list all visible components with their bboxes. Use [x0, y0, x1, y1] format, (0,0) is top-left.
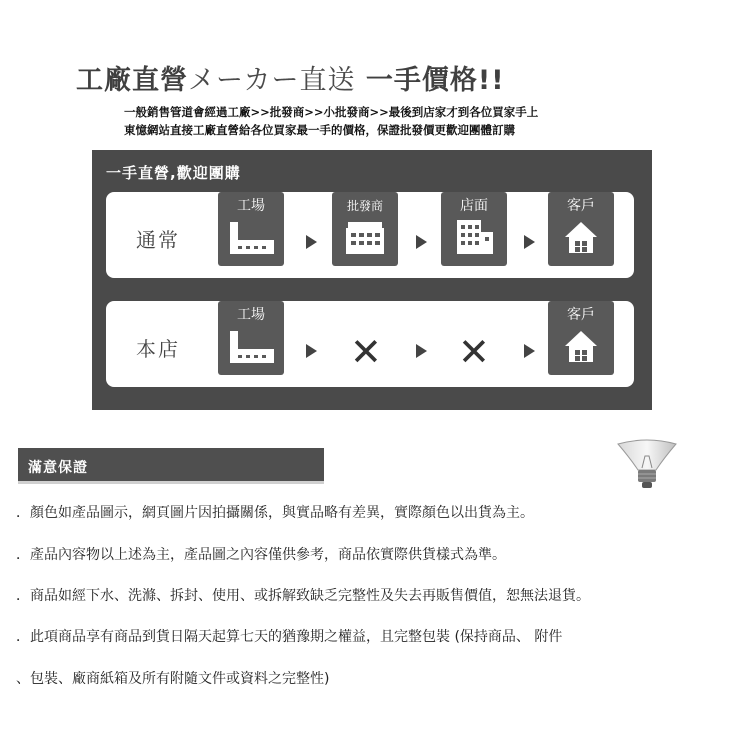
note-item: ．此項商品享有商品到貨日隔天起算七天的猶豫期之權益，且完整包裝 (保持商品、 附件 — [16, 629, 563, 645]
cross-icon: ✕ — [458, 330, 490, 374]
arrow-icon — [524, 344, 535, 358]
headline-tail: 一手價格!! — [365, 65, 505, 96]
arrow-icon — [306, 235, 317, 249]
arrow-icon — [306, 344, 317, 358]
note-item: ．產品內容物以上述為主，產品圖之內容僅供參考，商品依實際供貨樣式為準。 — [16, 547, 506, 563]
building-icon — [441, 216, 507, 262]
factory-icon — [218, 325, 284, 371]
step-wholesaler — [332, 192, 398, 266]
warehouse-icon — [332, 216, 398, 262]
step-customer — [548, 192, 614, 266]
guarantee-title: 滿意保證 — [28, 460, 88, 476]
row-label: 通常 — [136, 228, 180, 252]
cross-icon: ✕ — [350, 330, 382, 374]
arrow-icon — [524, 235, 535, 249]
flow-row-usual — [106, 192, 634, 278]
house-icon — [548, 325, 614, 371]
step-factory — [218, 192, 284, 266]
note-item: 、包裝、廠商紙箱及所有附隨文件或資料之完整性) — [16, 671, 330, 687]
step-label: 客戶 — [567, 307, 595, 323]
headline — [76, 58, 676, 98]
flow-row-our-store — [106, 301, 634, 387]
panel-title: 一手直營,歡迎團購 — [106, 164, 241, 182]
arrow-icon — [416, 344, 427, 358]
headline-main: 工廠直營 — [76, 65, 188, 96]
step-label: 客戶 — [567, 198, 595, 214]
factory-icon — [218, 216, 284, 262]
step-label: 工場 — [237, 198, 265, 214]
flow-panel — [92, 150, 652, 410]
note-item: ．商品如經下水、洗滌、拆封、使用、或拆解致缺乏完整性及失去再販售價值，恕無法退貨。 — [16, 588, 590, 604]
step-customer — [548, 301, 614, 375]
step-factory — [218, 301, 284, 375]
lightbulb-icon — [612, 438, 682, 498]
guarantee-header — [18, 448, 324, 484]
step-label: 批發商 — [346, 199, 383, 213]
intro-text — [124, 103, 684, 139]
headline-sub: メーカー直送 — [188, 65, 356, 96]
row-label: 本店 — [136, 337, 180, 361]
step-label: 店面 — [460, 198, 488, 214]
intro-line-1: 一般銷售管道會經過工廠>>批發商>>小批發商>>最後到店家才到各位買家手上 — [124, 105, 539, 119]
house-icon — [548, 216, 614, 262]
step-store — [441, 192, 507, 266]
step-label: 工場 — [237, 307, 265, 323]
note-item: ．顏色如產品圖示，網頁圖片因拍攝關係，與實品略有差異，實際顏色以出貨為主。 — [16, 505, 534, 521]
intro-line-2: 東憶網站直接工廠直營給各位買家最一手的價格，保證批發價更歡迎團體訂購 — [124, 123, 515, 137]
arrow-icon — [416, 235, 427, 249]
